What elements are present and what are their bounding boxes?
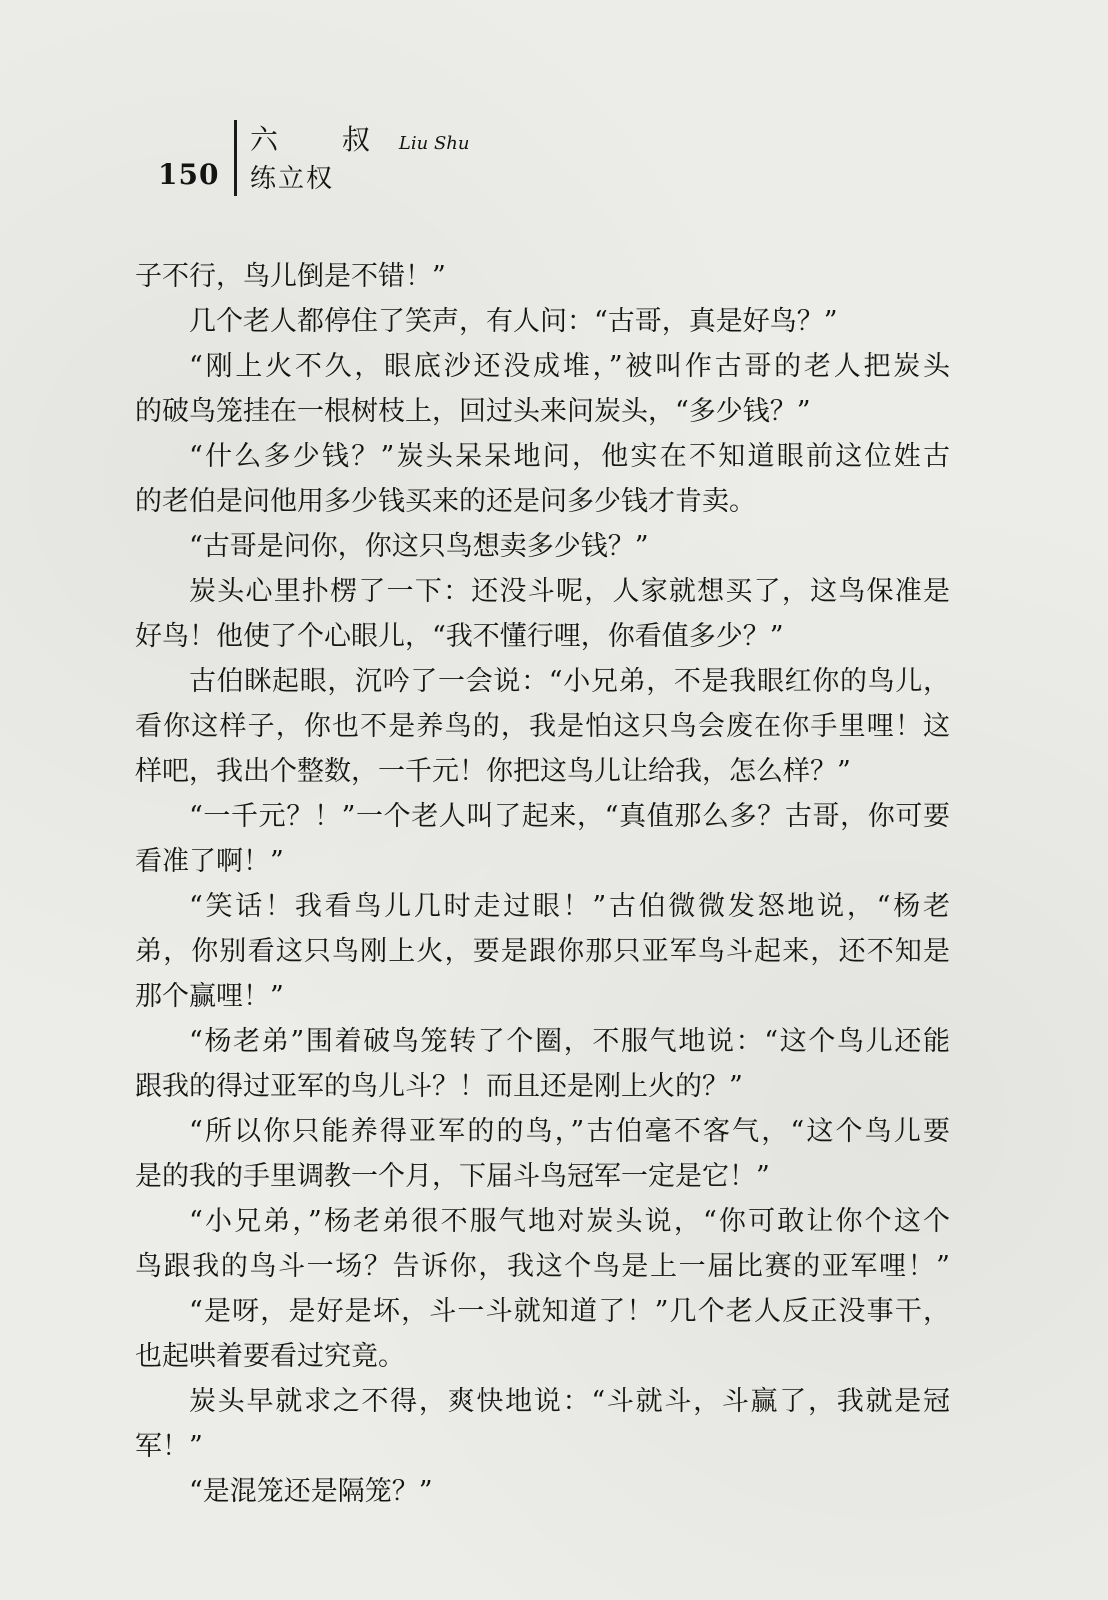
book-title-chinese: 六 叔	[250, 123, 389, 156]
text-line: “是混笼还是隔笼？”	[189, 1476, 433, 1507]
page-number: 150	[158, 158, 220, 191]
text-line: 炭头早就求之不得，爽快地说：“斗就斗，斗赢了，我就是冠	[189, 1386, 950, 1417]
text-line: 是的我的手里调教一个月，下届斗鸟冠军一定是它！”	[135, 1161, 770, 1192]
book-title	[250, 118, 469, 158]
text-line: 跟我的得过亚军的鸟儿斗？！而且还是刚上火的？”	[135, 1071, 743, 1102]
text-line: 也起哄着要看过究竟。	[135, 1341, 405, 1372]
text-line: 鸟跟我的鸟斗一场？告诉你，我这个鸟是上一届比赛的亚军哩！”	[135, 1251, 950, 1282]
text-line: 看准了啊！”	[135, 846, 284, 877]
text-line: 古伯眯起眼，沉吟了一会说：“小兄弟，不是我眼红你的鸟儿，	[189, 666, 950, 697]
text-line: 好鸟！他使了个心眼儿，“我不懂行哩，你看值多少？”	[135, 621, 784, 652]
text-line: 看你这样子，你也不是养鸟的，我是怕这只鸟会废在你手里哩！这	[135, 711, 950, 742]
text-line: 子不行，鸟儿倒是不错！”	[135, 261, 446, 292]
text-line: “小兄弟，”杨老弟很不服气地对炭头说，“你可敢让你个这个	[189, 1206, 950, 1237]
text-line: “所以你只能养得亚军的的鸟，”古伯毫不客气，“这个鸟儿要	[189, 1116, 950, 1147]
text-line: “杨老弟”围着破鸟笼转了个圈，不服气地说：“这个鸟儿还能	[189, 1026, 950, 1057]
text-line: “刚上火不久，眼底沙还没成堆，”被叫作古哥的老人把炭头	[189, 351, 950, 382]
text-line: “什么多少钱？”炭头呆呆地问，他实在不知道眼前这位姓古	[189, 441, 950, 472]
text-line: “一千元？！”一个老人叫了起来，“真值那么多？古哥，你可要	[189, 801, 950, 832]
author-name: 练立权	[250, 164, 335, 194]
text-line: 样吧，我出个整数，一千元！你把这鸟儿让给我，怎么样？”	[135, 756, 851, 787]
text-line: “是呀，是好是坏，斗一斗就知道了！”几个老人反正没事干，	[189, 1296, 950, 1327]
text-line: 军！”	[135, 1431, 203, 1462]
text-line: 弟，你别看这只鸟刚上火，要是跟你那只亚军鸟斗起来，还不知是	[135, 936, 950, 967]
text-line: 几个老人都停住了笑声，有人问：“古哥，真是好鸟？”	[189, 306, 838, 337]
text-line: 炭头心里扑楞了一下：还没斗呢，人家就想买了，这鸟保准是	[189, 576, 950, 607]
text-line: 的老伯是问他用多少钱买来的还是问多少钱才肯卖。	[135, 486, 756, 517]
text-line: 那个赢哩！”	[135, 981, 284, 1012]
text-line: 的破鸟笼挂在一根树枝上，回过头来问炭头，“多少钱？”	[135, 396, 811, 427]
body-text	[135, 254, 950, 1514]
text-line: “笑话！我看鸟儿几时走过眼！”古伯微微发怒地说，“杨老	[189, 891, 950, 922]
book-title-pinyin: Liu Shu	[398, 133, 470, 154]
text-line: “古哥是问你，你这只鸟想卖多少钱？”	[189, 531, 649, 562]
header-divider	[234, 120, 237, 196]
